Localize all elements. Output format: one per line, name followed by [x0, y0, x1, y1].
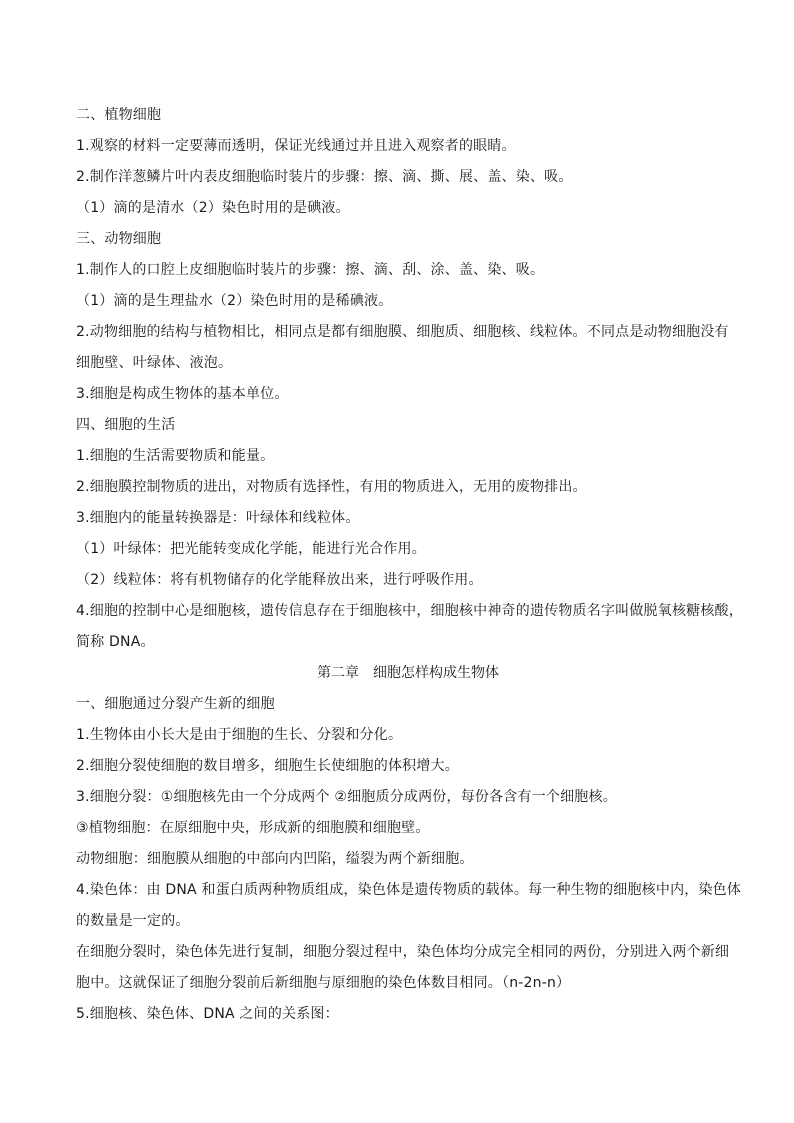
paragraph: 4.染色体：由 DNA 和蛋白质两种物质组成，染色体是遗传物质的载体。每一种生物的细胞核中内，染色体: [76, 882, 742, 898]
paragraph: 动物细胞：细胞膜从细胞的中部向内凹陷，缢裂为两个新细胞。: [76, 851, 474, 867]
paragraph: 1.生物体由小长大是由于细胞的生长、分裂和分化。: [76, 727, 403, 743]
paragraph: （1）叶绿体：把光能转变成化学能，能进行光合作用。: [76, 541, 426, 557]
paragraph: 2.动物细胞的结构与植物相比，相同点是都有细胞膜、细胞质、细胞核、线粒体。不同点是动物细胞没有: [76, 324, 729, 340]
paragraph: 3.细胞分裂：①细胞核先由一个分成两个 ②细胞质分成两份，每份各含有一个细胞核。: [76, 789, 617, 805]
paragraph: 细胞壁、叶绿体、液泡。: [76, 355, 233, 371]
paragraph: 4.细胞的控制中心是细胞核，遗传信息存在于细胞核中，细胞核中神奇的遗传物质名字叫做脱氧核糖核酸，: [76, 603, 743, 619]
paragraph: 简称 DNA。: [76, 634, 155, 650]
paragraph: 2.细胞分裂使细胞的数目增多，细胞生长使细胞的体积增大。: [76, 758, 459, 774]
chapter-title: 第二章 细胞怎样构成生物体: [317, 665, 499, 681]
paragraph: 2.制作洋葱鳞片叶内表皮细胞临时装片的步骤：擦、滴、撕、展、盖、染、吸。: [76, 169, 573, 185]
document-body: [76, 100, 743, 1030]
paragraph: 胞中。这就保证了细胞分裂前后新细胞与原细胞的染色体数目相同。（n-2n-n）: [76, 975, 571, 991]
paragraph: ③植物细胞：在原细胞中央，形成新的细胞膜和细胞壁。: [76, 820, 430, 836]
section-heading-animal-cell: 三、动物细胞: [76, 231, 162, 247]
paragraph: （1）滴的是生理盐水（2）染色时用的是稀碘液。: [76, 293, 393, 309]
paragraph: 5.细胞核、染色体、DNA 之间的关系图：: [76, 1006, 339, 1022]
paragraph: 1.细胞的生活需要物质和能量。: [76, 448, 275, 464]
paragraph: 1.制作人的口腔上皮细胞临时装片的步骤：擦、滴、刮、涂、盖、染、吸。: [76, 262, 545, 278]
paragraph: 在细胞分裂时，染色体先进行复制，细胞分裂过程中，染色体均分成完全相同的两份，分别进入两个新细: [76, 944, 730, 960]
paragraph: 1.观察的材料一定要薄而透明，保证光线通过并且进入观察者的眼睛。: [76, 138, 516, 154]
section-heading-cell-life: 四、细胞的生活: [76, 417, 176, 433]
paragraph: 3.细胞内的能量转换器是：叶绿体和线粒体。: [76, 510, 360, 526]
section-heading-cell-division: 一、细胞通过分裂产生新的细胞: [76, 696, 275, 712]
paragraph: 的数量是一定的。: [76, 913, 190, 929]
paragraph: （1）滴的是清水（2）染色时用的是碘液。: [76, 200, 350, 216]
paragraph: 3.细胞是构成生物体的基本单位。: [76, 386, 289, 402]
paragraph: （2）线粒体：将有机物储存的化学能释放出来，进行呼吸作用。: [76, 572, 483, 588]
paragraph: 2.细胞膜控制物质的进出，对物质有选择性，有用的物质进入，无用的废物排出。: [76, 479, 587, 495]
section-heading-plant-cell: 二、植物细胞: [76, 107, 162, 123]
